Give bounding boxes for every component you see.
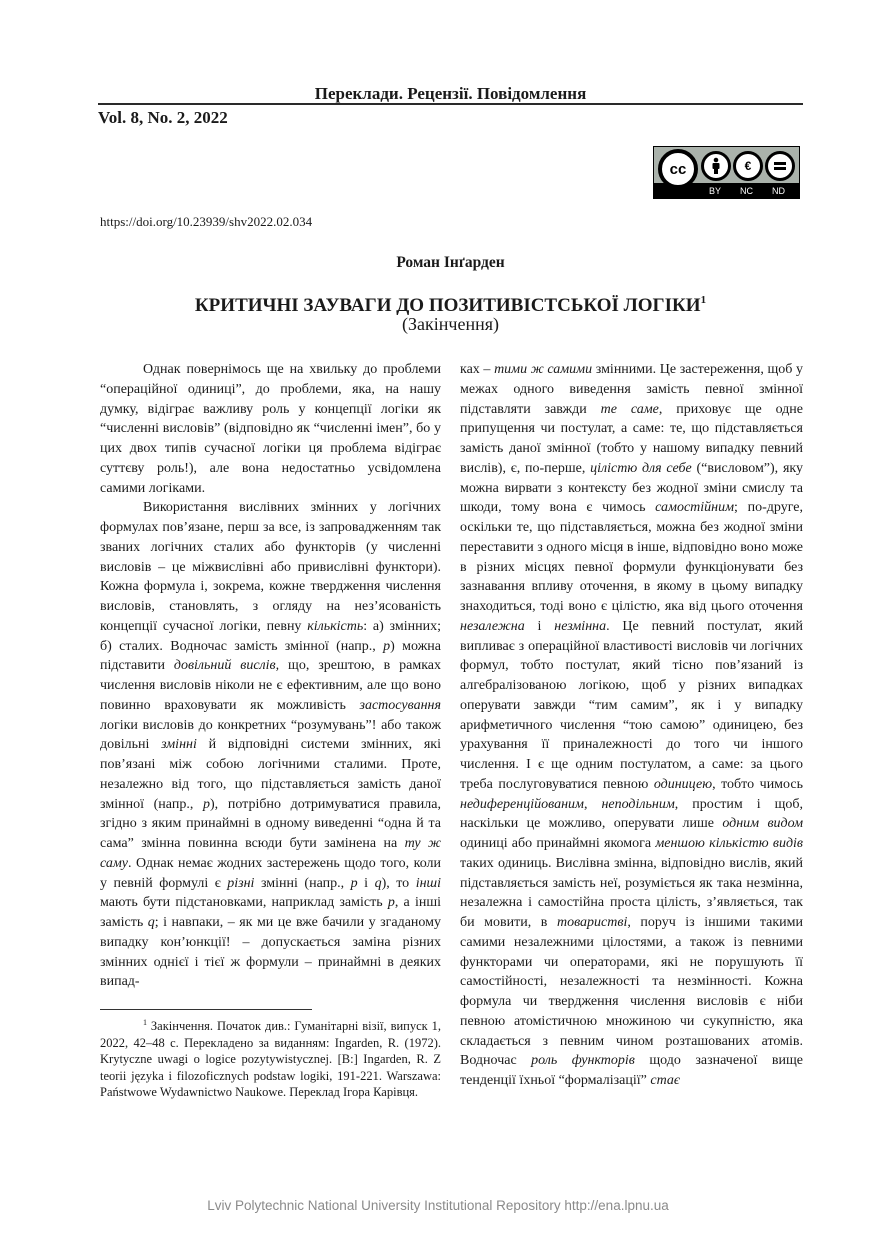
volume-issue: Vol. 8, No. 2, 2022 [98, 108, 228, 127]
emphasis: ту ж саму [100, 836, 442, 871]
nd-label: ND [772, 186, 785, 196]
emphasis: стає [650, 1073, 680, 1088]
article-title-text: КРИТИЧНІ ЗАУВАГИ ДО ПОЗИТИВІСТСЬКОЇ ЛОГІКИ [194, 295, 701, 316]
nc-icon: € [733, 151, 763, 181]
emphasis: q [147, 915, 155, 930]
emphasis: те саме [600, 401, 659, 417]
emphasis: незалежна [460, 618, 525, 634]
paragraph: Використання вислівних змінних у логічних формулах пов’язане, перш за все, із запровадженням так званих логічних сталих або функторів (у численні висловів – це міжвислівні або привислівні функтори). Кожна формула і, зокрема, кожне твердження числення висловів, становлять, з огляду на нез’ясованість концепції сучасної логіки, певну кількість: а) змінних; б) сталих. Водночас замість змінної (напр., p) можна підставити довільний вислів, що, зрештою, в рамках числення висловів ніколи не є ефективним, але що воно повинно враховувати як можливість застосування логіки висловів до конкретних “розумувань”! або також довільні змінні й відповідні системи змінних, які пов’язані між собою логічними сталими. Проте, незалежно від того, що підставляється замість даної змінної (напр., p), потрібно дотримуватися правила, згідно з яким принаймні в одному виведенні “одна й та сама” змінна повинна всюди бути замінена на ту ж саму. Однак немає жодних застережень щодо того, коли у певній формулі є різні змінні (напр., p і q), то інші мають бути підстановками, наприклад замість p, а інші замість q; і навпаки, – як ми це вже бачили у згаданому випадку кон’юнкції! – допускається заміна різних змінних однієї і тієї ж формули – принаймні в деяких випад- [100, 500, 442, 990]
emphasis: тими ж самими [494, 362, 593, 377]
nc-label: NC [740, 186, 753, 196]
emphasis: інші [415, 875, 441, 891]
emphasis: товаристві [556, 915, 628, 930]
emphasis: роль функторів [531, 1053, 635, 1069]
emphasis: q [374, 875, 382, 891]
body-column-right [460, 360, 803, 1091]
emphasis: цілістю для себе [590, 460, 692, 476]
cc-license-badge[interactable] [653, 146, 800, 199]
paragraph: Однак повернімось ще на хвильку до проблеми “операційної одиниці”, до проблеми, яка, на нашу думку, відіграє важливу роль у концепції логіки як “численні висловів” (відповідно як “численні імен”, бо у цих двох типів сучасної логіки ця проблема відіграє суттєву роль!), але вона недостатньо усвідомлена самими логіками. [100, 362, 441, 496]
emphasis: p [383, 638, 391, 654]
paragraph-continued: ках – тими ж самими змінними. Це застереження, щоб у межах одного виведення замість певної змінної підставляти завжди те саме, приховує ще одне припущення чи постулат, а саме: те, що підставляється замість даної змінної (тобто у нашому випадку певний вислів), є, по-перше, цілістю для себе (“висловом”), яку можна вирвати з контексту без жодної зміни смислу та шкоди, тому вона є чимось самостійним; по-друге, оскільки те, що підставляється, можна без жодної зміни переставити з одного місця в інше, відповідно воно може в різних місцях певної формули функціонувати без зазнавання впливу оточення, в якому в цьому випадку знаходиться, тоді воно є цілістю, яка від цього оточення незалежна і незмінна. Це певний постулат, який випливає з операційної властивості висловів чи логічних формул, тобто постулат, який тісно пов’язаний із алгебралізованою логікою, щоб у різних випадках оперувати завжди “тим самим”, як і у випадку арифметичного числення “тою самою” одиницею, без урахування її приналежності до того чи іншого числення. І є ще одним постулатом, а саме: за цього треба послуговуватися певною одиницею, тобто чимось недиференційованим, неподільним, простим і щоб, наскільки це можливо, оперувати лише одним видом одиниці або принаймні якомога меншою кількістю видів таких одиниць. Вислівна змінна, відповідно вислів, який підставляється замість неї, розуміється як така незмінна, незалежна і самостійна проста цілість, з’являється, так би мовити, в товаристві, поруч із іншими такими самими незалежними цілостями, а також із певними функторами чи операторами, які не порушують її самостійності, незалежності та незмінності. Кожна формула чи твердження числення висловів є ніби певною атомістичною множиною чи сукупністю, яка складається з певним чином розташованих атомів. Водночас роль функторів щодо зазначеної вище тенденції їхньої “формалізації” стає [460, 362, 804, 1088]
emphasis: змінні [161, 737, 197, 753]
emphasis: різні [227, 875, 255, 891]
journal-section-title: Переклади. Рецензії. Повідомлення [314, 84, 587, 103]
footnote-rule [100, 1009, 312, 1010]
footnote [100, 1015, 441, 1101]
emphasis: p [350, 875, 358, 891]
by-icon [701, 151, 731, 181]
body-column-left [100, 360, 441, 992]
doi-link[interactable]: https://doi.org/10.23939/shv2022.02.034 [100, 214, 313, 229]
emphasis: одним видом [722, 816, 804, 832]
emphasis: довільний вислів, [173, 658, 280, 674]
nd-icon [765, 151, 795, 181]
emphasis: меншою кількістю видів [655, 836, 803, 851]
article-subtitle: (Закінчення) [402, 314, 499, 334]
emphasis: недиференційованим [460, 796, 584, 812]
footnote-ref[interactable]: 1 [700, 294, 707, 306]
emphasis: самостійним [655, 500, 735, 516]
header-rule [98, 103, 803, 105]
emphasis: застосування [359, 697, 441, 713]
footnote-marker: 1 [143, 1018, 147, 1027]
emphasis: одиницею [653, 776, 713, 792]
emphasis: кількість [307, 618, 364, 634]
cc-icon: cc [658, 149, 698, 189]
emphasis: неподільним [601, 796, 675, 812]
emphasis: p [387, 895, 395, 911]
footnote-text: Закінчення. Початок див.: Гуманітарні візії, випуск 1, 2022, 42–48 с. Перекладено за виданням: Ingarden, R. (1972). Krytyczne uwagi o logice pozytywistycznej. [B:] Ingarden, R. Z teorii języka i filozoficznych podstaw logiki, 191-221. Warszawa: Państwowe Wydawnictwo Naukowe. Переклад Ігора Карівця. [100, 1019, 441, 1099]
by-label: BY [709, 186, 722, 196]
emphasis: p [203, 796, 211, 812]
author-name: Роман Інґарден [396, 254, 505, 271]
repository-footer: Lviv Polytechnic National University Institutional Repository http://ena.lpnu.ua [207, 1198, 669, 1213]
emphasis: незмінна [554, 618, 607, 634]
